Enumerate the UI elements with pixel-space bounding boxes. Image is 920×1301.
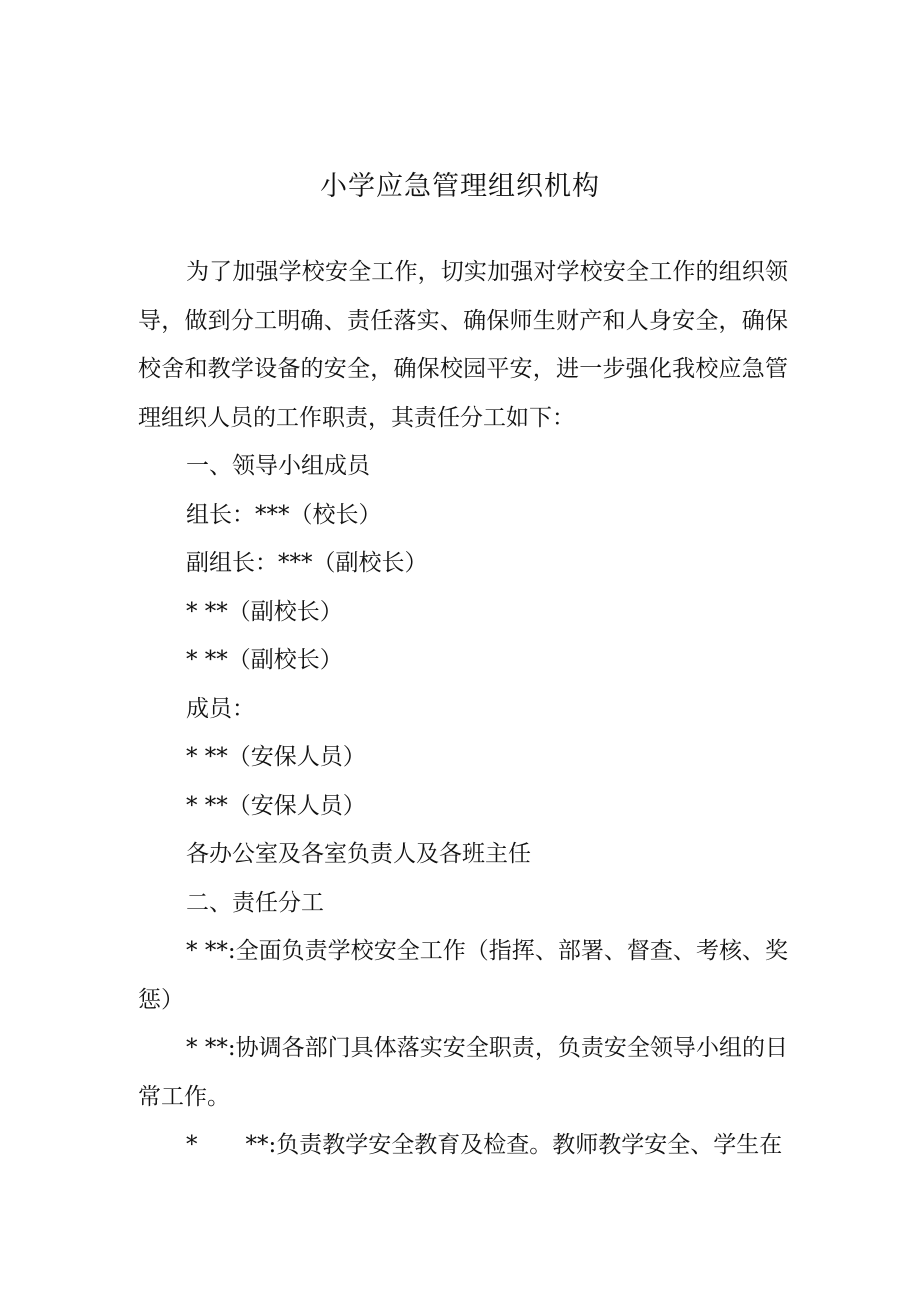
- deputy-principal-line-1: * **（副校长）: [186, 598, 343, 625]
- security-staff-line-1: * **（安保人员）: [186, 744, 366, 770]
- duty-paragraph-2: * **:协调各部门具体落实安全职责，负责安全领导小组的日常工作。: [138, 1035, 788, 1110]
- intro-paragraph: 为了加强学校安全工作，切实加强对学校安全工作的组织领导，做到分工明确、责任落实、确保师生财产和人身安全，确保校舍和教学设备的安全，确保校园平安，进一步强化我校应急管理组织人员的工作职责，其责任分工如下：: [138, 259, 788, 431]
- leader-line: 组长：***（校长）: [186, 501, 382, 528]
- page-title: 小学应急管理组织机构: [320, 171, 600, 202]
- security-staff-line-2: * **（安保人员）: [186, 792, 366, 819]
- document-body: [138, 248, 788, 1170]
- duty-star: *: [186, 1132, 198, 1158]
- office-heads-line: 各办公室及各室负责人及各班主任: [186, 841, 531, 867]
- duty-paragraph-3: [138, 1121, 788, 1170]
- duty-paragraph-1: * **:全面负责学校安全工作（指挥、部署、督查、考核、奖惩）: [138, 938, 788, 1013]
- deputy-leader-line: 副组长：***（副校长）: [186, 550, 428, 576]
- deputy-principal-line-2: * **（副校长）: [186, 647, 343, 673]
- section-heading-duties: 二、责任分工: [186, 889, 324, 916]
- duty-text: **:负责教学安全教育及检查。教师教学安全、学生在: [245, 1132, 783, 1158]
- members-label: 成员：: [186, 695, 255, 722]
- section-heading-leadership: 一、领导小组成员: [186, 453, 370, 479]
